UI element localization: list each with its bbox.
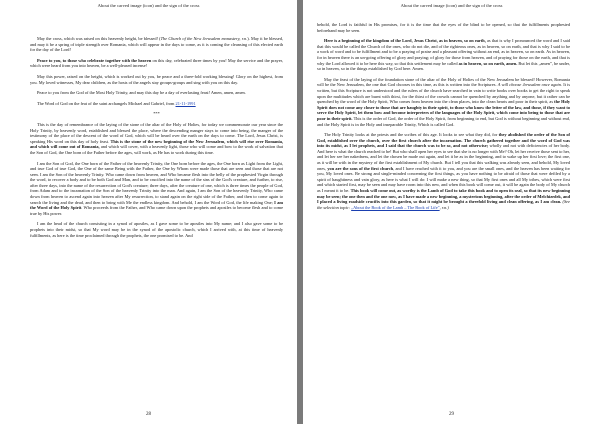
topic-link[interactable]: „About the Book of the Lamb – The Book of Life” <box>351 204 440 210</box>
paragraph: I am the Son of God, the One born of the Father of the heavenly Trinity, the One born before the ages, the One born as Light from the Light, and true God of true God, the One of the same Being with the Father, the One by Whom were made those that are seen and those that are not seen. I am the Son of the heavenly Trinity. Who came down from heaven, and Who became flesh into the belly of the prophesied Virgin through the word, to recover a body and to be both God and Man, and to be crucified into the name of the sins of the God's creature, and further, to rise, after three days, into the name of the resurrection of God's creature; three days, after the creature of one, which is three times the people of God, from Adam and to the incarnation of the Son of the heavenly Trinity into the man. And again, I am the Son of the heavenly Trinity, Who came down from heaven to ascend again into heaven after My resurrection, to stand again on the right side of the Father, and then to come again to search the living and the dead, and then to bring with Me the endless kingdom. And behold, I am the Word of God, the life making One; I am the Word of the Holy Spirit. Who proceeds from the Father, and Who came down upon the prophets and apostles to become flesh and to come true by His power. <box>30 160 284 216</box>
page-body <box>317 22 570 215</box>
paragraph: I am the head of the church consisting in a synod of apostles, as I gave some to be apostles into My name; and I also gave some to be prophets into their midst, so that My word may be in the synod of the apostolic church, which I arrived with, at this time of heavenly fulfillments, as here is the time proclaimed through the prophets, the one promised to be. And <box>30 221 283 238</box>
date-link[interactable]: 21-11-1991 <box>175 100 196 106</box>
paragraph: May this power, raised on the height, which is worked out by you, be peace and a three-fold working blessing! Glory on the highest, from you. My loved witnesses, My dear children, as the hosts of the angels stay groups-groups and sing with you on this day. <box>30 73 283 85</box>
left-page <box>0 0 297 424</box>
paragraph: Here is a beginning of the kingdom of the Lord, Jesus Christ, as in heaven, so on earth, as that is why I pronounced the word and I said that this would be called the Church of the ones, who do not die, and of the righteous ones, as in heaven, so on earth, and that is why I said to be a work of word and to be fulfillment and to be a praying of praise and a pleasant offering without an end, as in heaven, so on earth. As in heaven, for in heaven there is an un-going offering of glory and praying; of glory for those from heaven, and of praying for those on the earth, and that is why the Lord allowed it to be here this way, so that this settlement may be called as in heaven, so on earth, amen. But let this „amen”, be under, so in heaven, so in the things established by God here. Amen. <box>317 38 571 72</box>
running-header: About the carved image (icon) and the sign of the cross <box>400 3 503 8</box>
section-separator: *** <box>153 111 160 117</box>
paragraph: Peace to you from the God of the Most Holy Trinity, and may this day be a day of everlasting feast! Amen, amen, amen. <box>37 90 246 96</box>
page-number: 29 <box>449 412 454 417</box>
paragraph: The Holy Trinity looks at the priests and the scribes of this age. It looks to see what they did, for they abolished the order of the Son of God, established over the church, over the first church after the incarnation. The church gathered together and the word of God was into its midst, as I let prophets, and I said that the church was to be so, and not otherwise; wholly and not with deficiencies of her body. And here is what the church reached to be! But who shall open her eyes to see that she is no longer with Me? Oh, let her receive those sent to her, and let her see her nakedness, and let the chosen be made out again, and let it be as in the beginning, and to wake up her first love; the first one, as it will be with in the mystery of the first establishment of My church. But I tell you that this walking was already seen, and behold, My loved ones, you are the sons of the first church, and I have reached with it to you, and you are the small ones, and the heaven has been waiting for you, My loved ones. Be strong and single-minded concerning the first things, as you have nothing to be afraid of those that were defiled by a spirit of haughtiness and vain glory, as here is what I will do: I will make a new thing, so that My first ones and all My tribes, which were first and which started first, may be seen and may have room into this new, and when this book will come out, it will be again the body of My church as I meant it to be. This book will come out, as worthy is the Lamb of God to take this book and to open its seal, so that its new beginning may be seen; the one then and the one now, as I have made a new beginning, a mysterious beginning, after the order of Melchizedek, and I placed a living roadside crucifix into this garden, so that it might be brought a threefold living and clean offering, as I am clean. (See the selection topic: „About the Book of the Lamb – The Book of Life”, r.n.) <box>317 132 571 210</box>
paragraph: May the cross, which was raised on this heavenly height, be blessed! (The Church of the New Jerusalem monastery, r.n.). May it be blessed, and may it be a spring of triple strength over Romania, which will appear in the days to come, as it is coming the cleansing of this elected earth for the day of the Lord! <box>30 36 283 53</box>
right-page <box>303 0 600 424</box>
paragraph: behold, the Lord is faithful in His promises, for it is the time that the eyes of the blind to be opened, so that the fulfillments prophesied beforehand may be seen. <box>317 22 570 33</box>
paragraph: This is the day of remembrance of the laying of the stone of the altar of the Holy of Holies, for today we commemorate our year since the Holy Trinity, by heavenly word, established and blessed the place, where the descending manger stays to come into being, the manger of the testimony of the place of the descent of the word of God, which will be heard over the earth on the days to come. The Lord, Jesus Christ, is speaking His word on this day of holy feast. This is the stone of the new beginning of the New Jerusalem, which will rise over Romania, and which will come out of Romania, and which will cover, with a heavenly light, those who will come and bow to the work of salvation that the Son of God, the One born of the Father before the ages, will work, as He has to work during this time. <box>30 121 283 155</box>
paragraph: Peace to you, to those who celebrate together with the heaven on this day, celebrated three times by you! May the service and the prayer, which were heard from you into heaven, be a well-pleased incense! <box>30 57 283 69</box>
paragraph: The Word of God on the feat of the saint archangels Michael and Gabriel, from 21-11-1991 <box>37 100 196 106</box>
paragraph: May the feast of the laying of the foundation stone of the altar of the Holy of Holies of the New Jerusalem be blessed! However, Romania will be the New Jerusalem, the one that God chooses in this time, as this is written into the Scriptures. A will choose Jerusalem once again. It is written, but this Scripture is not understood and the rulers of the church have searched in vain to write books over books to get the right to speak upon the multitudes which are burnt with thirst, for the thirst of the crowds cannot be quenched by anything and by anyone, but it rather can be quenched by the word of the Holy Spirit, Who comes from heaven into the clean places, into the clean hearts and poor in their spirit, as the Holy Spirit does not come any closer to those that are haughty in their spirit, to those who know the letter of the law, and those, if they want to serve the Holy Spirit, let them bow and become interpreters of the languages of the Holy Spirit, which come into being to those that are poor in their spirit. This is the order of God, the order of the Holy Spirit, from beginning to end, but God is without beginning and without end, and the Holy Spirit is in the Holy and inseparable Trinity, Which is called God. <box>317 76 571 127</box>
running-header: About the carved image (icon) and the sign of the cross <box>97 3 200 8</box>
page-number: 28 <box>146 412 151 417</box>
page-body <box>30 36 283 243</box>
